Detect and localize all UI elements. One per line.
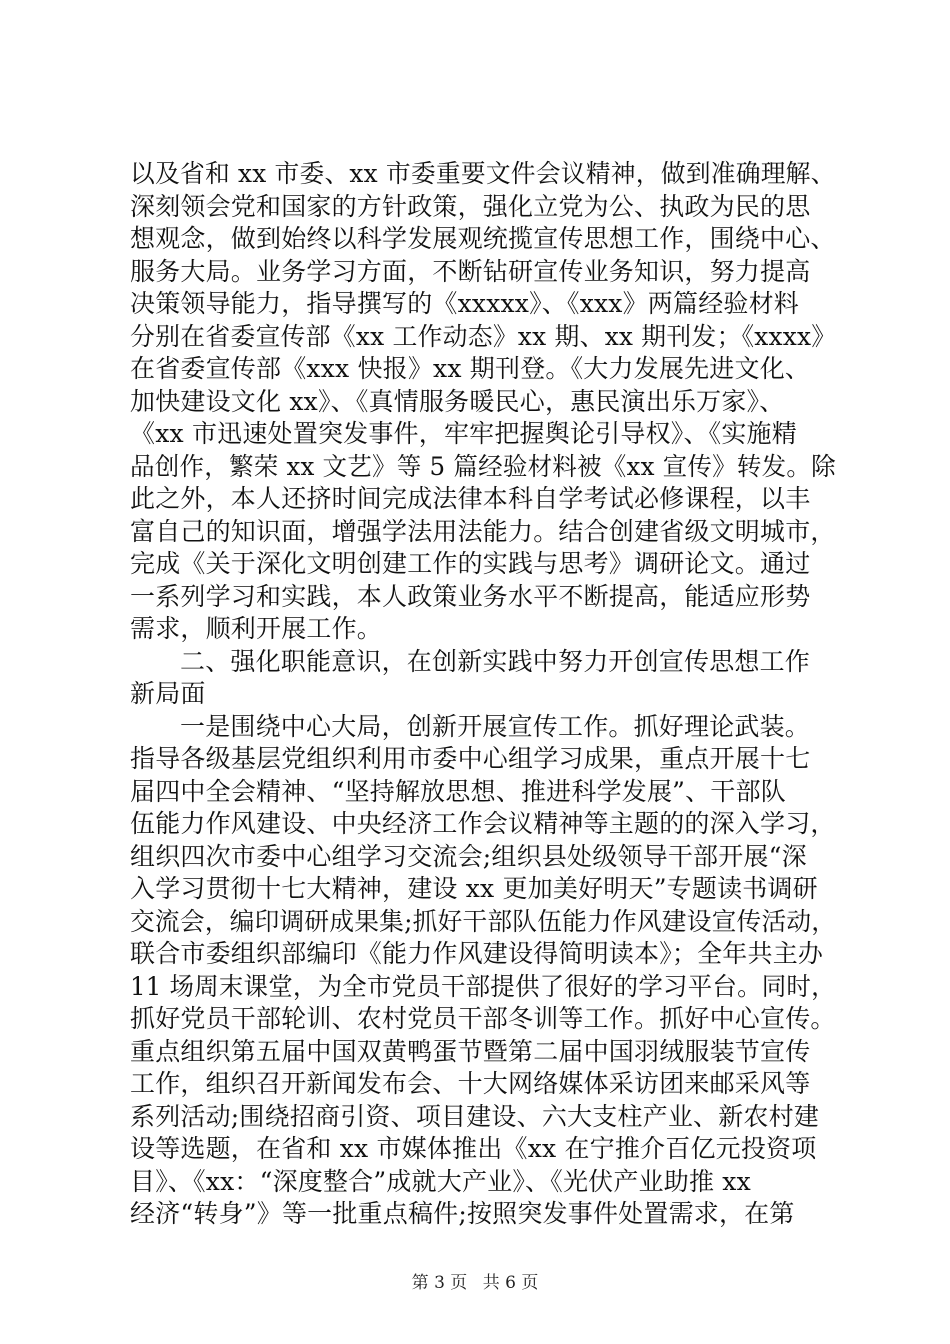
text-line: 新局面 bbox=[130, 679, 206, 708]
text-line: 以及省和 xx 市委、xx 市委重要文件会议精神，做到准确理解、 bbox=[130, 159, 836, 188]
text-line: 指导各级基层党组织利用市委中心组学习成果，重点开展十七 bbox=[130, 744, 811, 773]
text-line: 交流会，编印调研成果集;抓好干部队伍能力作风建设宣传活动， bbox=[130, 906, 837, 936]
text-line: 经济“转身”》等一批重点稿件;按照突发事件处置需求，在第 bbox=[130, 1199, 795, 1228]
text-line: 伍能力作风建设、中央经济工作会议精神等主题的的深入学习， bbox=[130, 809, 836, 838]
text-line: 想观念，做到始终以科学发展观统揽宣传思想工作，围绕中心、 bbox=[130, 224, 836, 253]
page-total: 共 6 页 bbox=[482, 1273, 539, 1293]
text-line: 服务大局。业务学习方面，不断钻研宣传业务知识，努力提高 bbox=[130, 256, 811, 286]
text-line: 分别在省委宣传部《xx 工作动态》xx 期、xx 期刊发；《xxxx》 bbox=[130, 321, 837, 351]
text-line: 工作，组织召开新闻发布会、十大网络媒体采访团来邮采风等 bbox=[130, 1069, 811, 1098]
text-line: 重点组织第五届中国双黄鸭蛋节暨第二届中国羽绒服装节宣传 bbox=[130, 1036, 811, 1066]
text-line: 入学习贯彻十七大精神，建设 xx 更加美好明天”专题读书调研 bbox=[130, 874, 818, 903]
text-line: 富自己的知识面，增强学法用法能力。结合创建省级文明城市， bbox=[130, 516, 836, 546]
text-line: 届四中全会精神、“坚持解放思想、推进科学发展”、干部队 bbox=[130, 776, 786, 806]
page-number: 第 3 页 bbox=[411, 1273, 468, 1293]
text-line: 在省委宣传部《xxx 快报》xx 期刊登。《大力发展先进文化、 bbox=[130, 354, 811, 383]
text-line: 需求，顺利开展工作。 bbox=[130, 614, 383, 643]
text-line: 二、强化职能意识，在创新实践中努力开创宣传思想工作 bbox=[180, 646, 811, 676]
text-line: 深刻领会党和国家的方针政策，强化立党为公、执政为民的思 bbox=[130, 191, 811, 221]
document-body bbox=[130, 158, 836, 1231]
text-line: 设等选题，在省和 xx 市媒体推出《xx 在宁推介百亿元投资项 bbox=[130, 1134, 817, 1163]
text-line: 此之外，本人还挤时间完成法律本科自学考试必修课程，以丰 bbox=[130, 484, 811, 513]
text-line: 完成《关于深化文明创建工作的实践与思考》调研论文。通过 bbox=[130, 549, 811, 578]
text-line: 品创作，繁荣 xx 文艺》等 5 篇经验材料被《xx 宣传》转发。除 bbox=[130, 451, 836, 481]
page-footer bbox=[0, 1271, 950, 1295]
text-line: 联合市委组织部编印《能力作风建设得简明读本》；全年共主办 bbox=[130, 939, 824, 968]
text-line: 一是围绕中心大局，创新开展宣传工作。抓好理论武装。 bbox=[180, 711, 811, 741]
text-line: 一系列学习和实践，本人政策业务水平不断提高，能适应形势 bbox=[130, 581, 811, 611]
text-line: 加快建设文化 xx》、《真情服务暖民心，惠民演出乐万家》、 bbox=[130, 386, 785, 416]
text-line: 《xx 市迅速处置突发事件，牢牢把握舆论引导权》、《实施精 bbox=[130, 419, 797, 448]
text-line: 系列活动;围绕招商引资、项目建设、六大支柱产业、新农村建 bbox=[130, 1101, 820, 1131]
text-line: 11 场周末课堂，为全市党员干部提供了很好的学习平台。同时， bbox=[130, 971, 836, 1001]
text-line: 抓好党员干部轮训、农村党员干部冬训等工作。抓好中心宣传。 bbox=[130, 1004, 836, 1033]
text-line: 决策领导能力，指导撰写的《xxxxx》、《xxx》两篇经验材料 bbox=[130, 289, 799, 318]
text-line: 目》、《xx：“深度整合”成就大产业》、《光伏产业助推 xx bbox=[130, 1166, 751, 1196]
text-line: 组织四次市委中心组学习交流会;组织县处级领导干部开展“深 bbox=[130, 841, 807, 871]
